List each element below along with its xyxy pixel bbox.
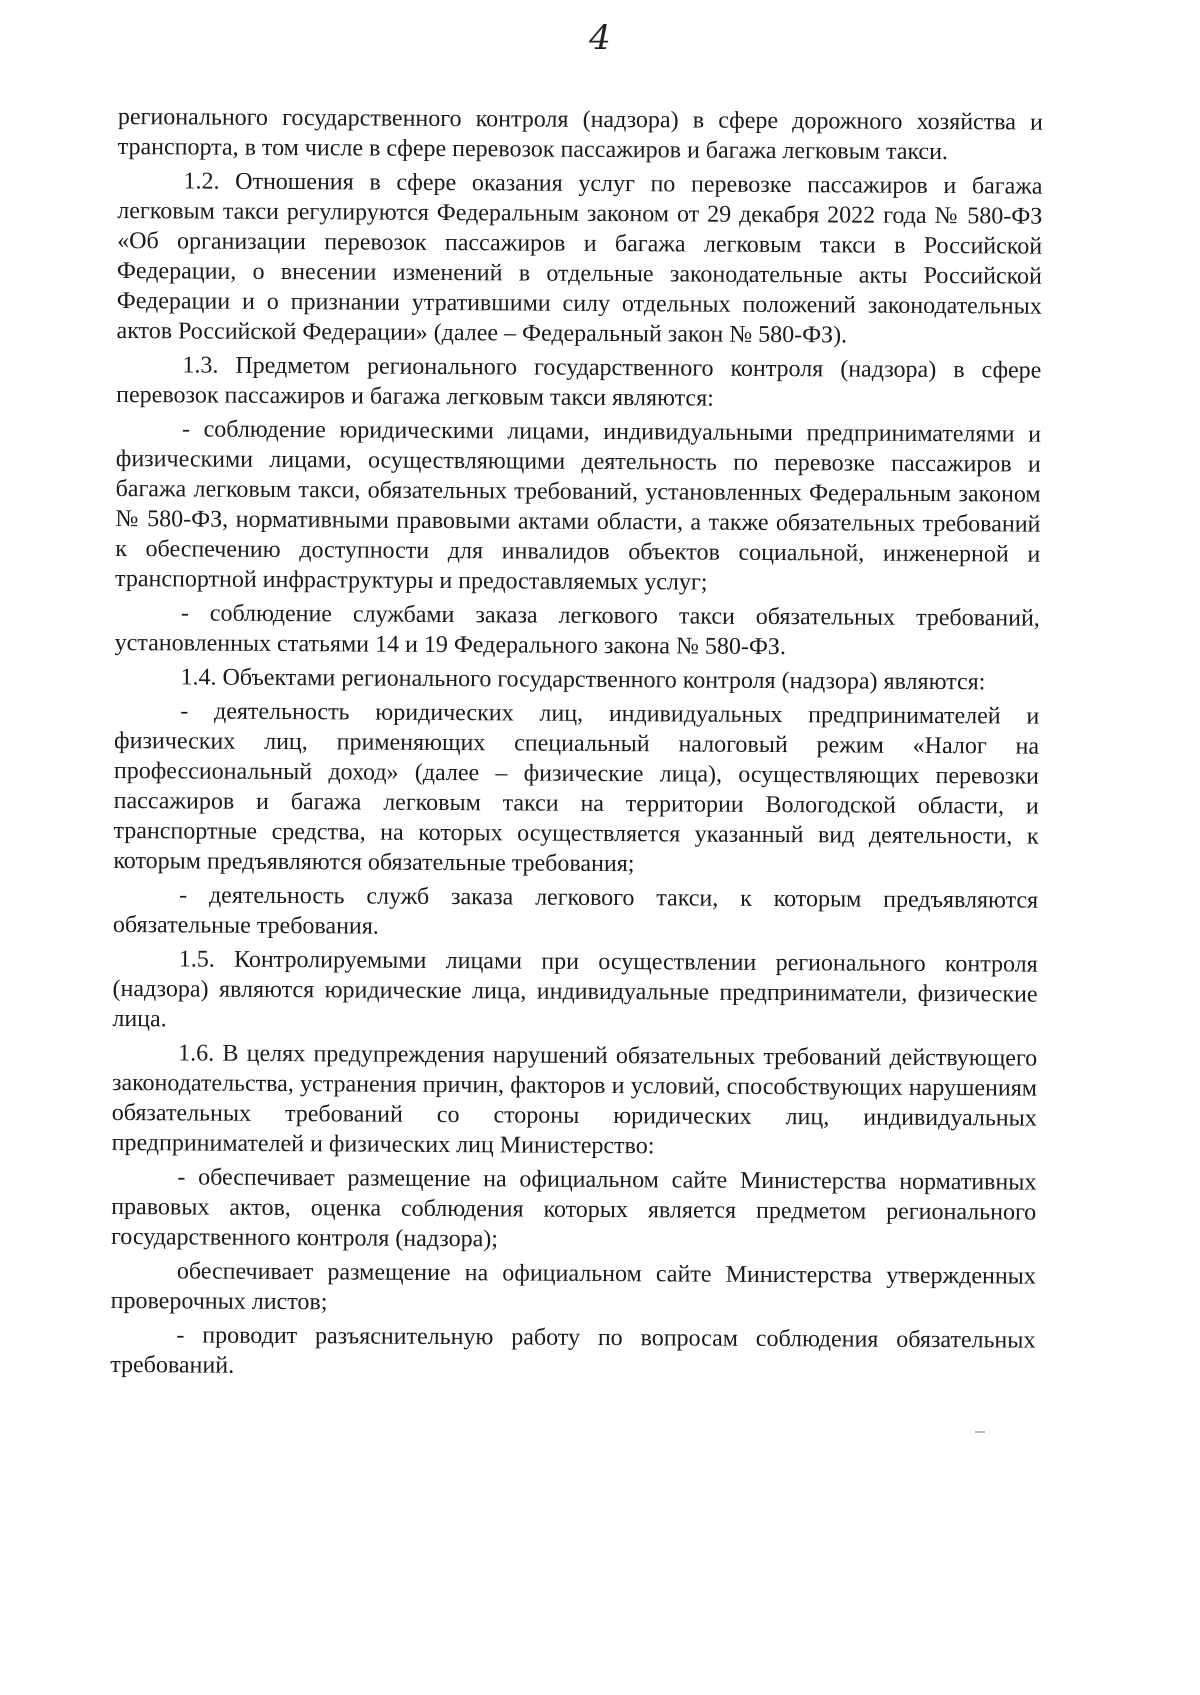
list-item-object-2: - деятельность служб заказа легкового такси, к которым предъявляются обязательные требования. bbox=[112, 882, 1039, 940]
list-item-measure-1: - обеспечивает размещение на официальном сайте Министерства нормативных правовых актов, оценка соблюдения которых является предметом регионального государственного контроля (надзора); bbox=[110, 1164, 1037, 1253]
list-item-subject-2: - соблюдение службами заказа легкового такси обязательных требований, установленных статьями 14 и 19 Федерального закона № 580-ФЗ. bbox=[114, 600, 1040, 661]
paragraph-1-6: 1.6. В целях предупреждения нарушений обязательных требований действующего законодательства, устранения причин, факторов и условий, способствующих нарушениям обязательных требований со стороны юридических лиц, индивидуальных предпринимателей и физических лиц Министерство: bbox=[111, 1040, 1038, 1160]
list-item-subject-1: - соблюдение юридическими лицами, индивидуальными предпринимателями и физическими лицами, осуществляющими деятельность по перевозке пассажиров и багажа легковым такси, обязательных требований, установленных Федеральным законом № 580-ФЗ, нормативными правовыми актами области, а также обязательных требований к обеспечению доступности для инвалидов объектов социальной, инженерной и транспортной инфраструктуры и предоставляемых услуг; bbox=[115, 416, 1042, 596]
paragraph-1-3: 1.3. Предметом регионального государственного контроля (надзора) в сфере перевозок пассажиров и багажа легковым такси являются: bbox=[116, 352, 1042, 412]
paragraph-continuation: регионального государственного контроля (надзора) в сфере дорожного хозяйства и транспорта, в том числе в сфере перевозок пассажиров и багажа легковым такси. bbox=[117, 103, 1043, 166]
paragraph-1-2: 1.2. Отношения в сфере оказания услуг по перевозке пассажиров и багажа легковым такси регулируются Федеральным законом от 29 декабря 2022 года № 580-ФЗ «Об организации перевозок пассажиров и багажа легковым такси в Российской Федерации, о внесении изменений в отдельные законодательные акты Российской Федерации и о признании утратившими силу отдельных положений законодательных актов Российской Федерации» (далее – Федеральный закон № 580-ФЗ). bbox=[116, 168, 1043, 349]
page-number: 4 bbox=[589, 18, 611, 58]
list-item-measure-2: обеспечивает размещение на официальном сайте Министерства утвержденных проверочных листов; bbox=[110, 1258, 1036, 1316]
list-item-object-1: - деятельность юридических лиц, индивидуальных предпринимателей и физических лиц, применяющих специальный налоговый режим «Налог на профессиональный доход» (далее – физические лица), осуществляющих перевозки пассажиров и багажа легковым такси на территории Вологодской области, и транспортные средства, на которых осуществляется указанный вид деятельности, к которым предъявляются обязательные требования; bbox=[113, 698, 1040, 878]
list-item-measure-3: - проводит разъяснительную работу по вопросам соблюдения обязательных требований. bbox=[110, 1322, 1036, 1379]
paragraph-1-5: 1.5. Контролируемыми лицами при осуществлении регионального контроля (надзора) являются юридические лица, индивидуальные предприниматели, физические лица. bbox=[112, 946, 1038, 1033]
document-body bbox=[110, 102, 1043, 1390]
paragraph-1-4: 1.4. Объектами регионального государственного контроля (надзора) являются: bbox=[180, 664, 986, 696]
scan-speck bbox=[975, 1431, 985, 1433]
